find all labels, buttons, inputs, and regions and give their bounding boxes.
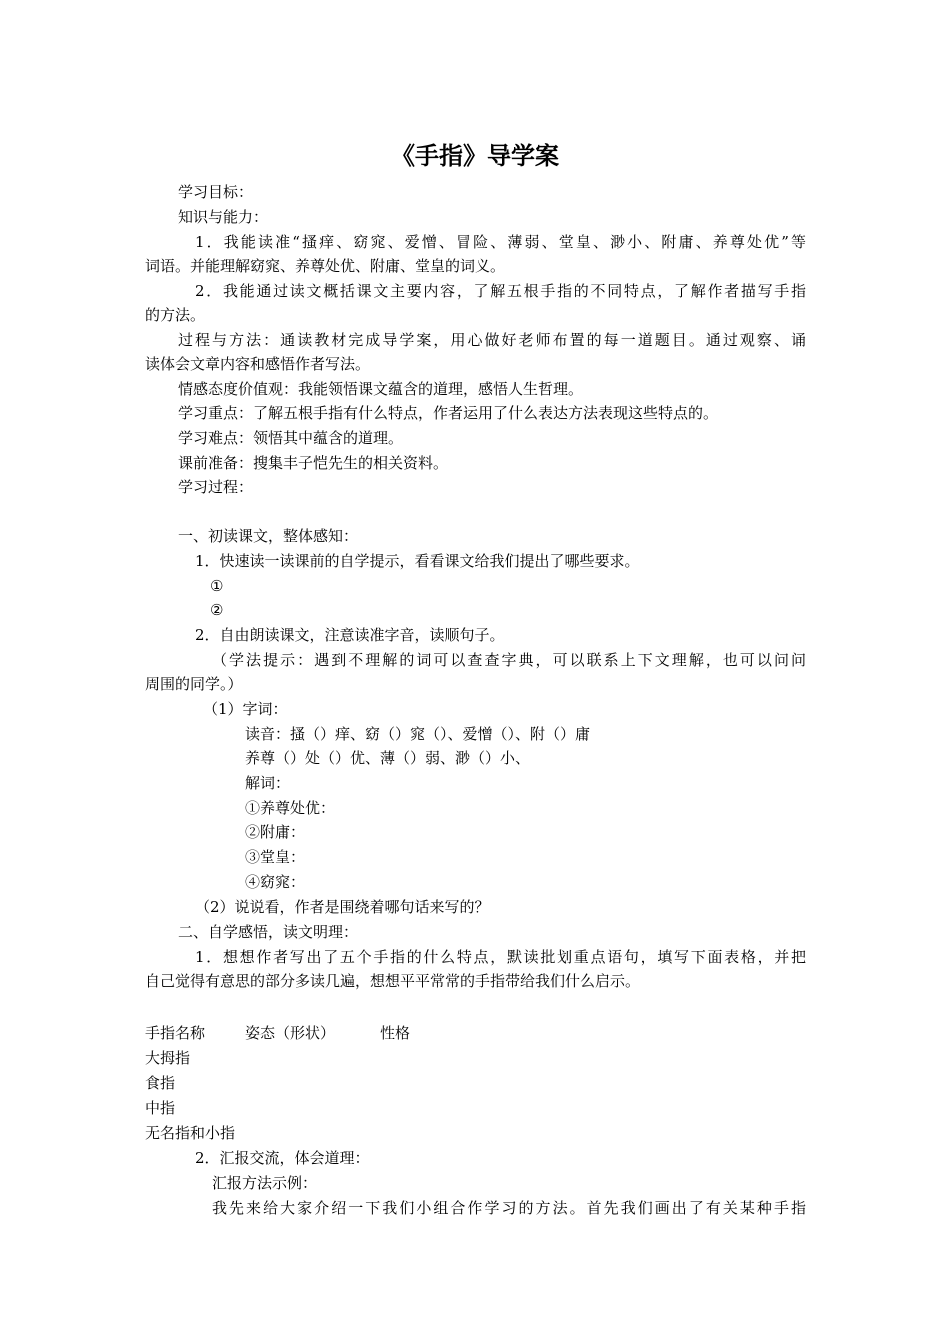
key-point: 学习重点：了解五根手指有什么特点，作者运用了什么表达方法表现这些特点的。 — [178, 404, 719, 422]
pronunciation-line-1: 读音：搔（）痒、窈（）窕（）、爱憎（）、附（）庸 — [245, 725, 591, 743]
explain-item-3: ③堂皇： — [245, 848, 306, 866]
table-row: 无名指和小指 — [145, 1124, 236, 1142]
pronunciation-line-2: 养尊（）处（）优、薄（）弱、渺（）小、 — [245, 749, 531, 767]
section-1-item-1: 1．快速读一读课前的自学提示，看看课文给我们提出了哪些要求。 — [195, 552, 640, 570]
difficult-point: 学习难点：领悟其中蕴含的道理。 — [178, 429, 404, 447]
explain-item-4: ④窈窕： — [245, 873, 306, 891]
report-example-label: 汇报方法示例： — [212, 1174, 318, 1192]
explain-item-1: ①养尊处优： — [245, 799, 336, 817]
knowledge-item-1: 1．我能读准“搔痒、窈窕、爱憎、冒险、薄弱、堂皇、渺小、附庸、养尊处优”等 — [195, 233, 806, 251]
header-finger-name: 手指名称 — [145, 1024, 206, 1042]
finger-table-header — [0, 1021, 950, 1045]
table-row: 食指 — [145, 1074, 176, 1092]
knowledge-item-2-cont: 的方法。 — [145, 306, 206, 324]
learning-goal-label: 学习目标： — [178, 183, 254, 201]
explain-item-2: ②附庸： — [245, 823, 306, 841]
table-row: 中指 — [145, 1099, 176, 1117]
section-2-heading: 二、自学感悟，读文明理： — [178, 923, 359, 941]
preparation: 课前准备：搜集丰子恺先生的相关资料。 — [178, 454, 449, 472]
section-2-item-1-cont: 自己觉得有意思的部分多读几遍，想想平平常常的手指带给我们什么启示。 — [145, 972, 641, 990]
explain-label: 解词： — [245, 774, 291, 792]
header-posture: 姿态（形状） — [245, 1024, 336, 1042]
section-2-item-2: 2．汇报交流，体会道理： — [195, 1149, 370, 1167]
knowledge-ability-label: 知识与能力： — [178, 208, 269, 226]
knowledge-item-1-cont: 词语。并能理解窈窕、养尊处优、附庸、堂皇的词义。 — [145, 257, 506, 275]
emotion-values: 情感态度价值观：我能领悟课文蕴含的道理，感悟人生哲理。 — [178, 380, 584, 398]
circled-2: ② — [210, 601, 224, 619]
table-row: 大拇指 — [145, 1049, 191, 1067]
section-1-item-2: 2．自由朗读课文，注意读准字音，读顺句子。 — [195, 626, 505, 644]
knowledge-item-2: 2．我能通过读文概括课文主要内容，了解五根手指的不同特点，了解作者描写手指 — [195, 282, 806, 300]
process-method: 过程与方法：通读教材完成导学案，用心做好老师布置的每一道题目。通过观察、诵 — [178, 331, 806, 349]
learning-process-label: 学习过程： — [178, 478, 254, 496]
question-2: （2）说说看，作者是围绕着哪句话来写的？ — [195, 898, 490, 916]
process-method-cont: 读体会文章内容和感悟作者写法。 — [145, 355, 371, 373]
study-tip-cont: 周围的同学。） — [145, 675, 243, 693]
header-character: 性格 — [380, 1024, 411, 1042]
section-1-heading: 一、初读课文，整体感知： — [178, 527, 359, 545]
report-example-text: 我先来给大家介绍一下我们小组合作学习的方法。首先我们画出了有关某种手指 — [212, 1199, 806, 1217]
page-title: 《手指》导学案 — [391, 142, 559, 170]
section-2-item-1: 1．想想作者写出了五个手指的什么特点，默读批划重点语句，填写下面表格，并把 — [195, 948, 806, 966]
words-label: （1）字词： — [203, 700, 288, 718]
circled-1: ① — [210, 577, 224, 595]
study-tip: （学法提示：遇到不理解的词可以查查字典，可以联系上下文理解，也可以问问 — [212, 651, 806, 669]
